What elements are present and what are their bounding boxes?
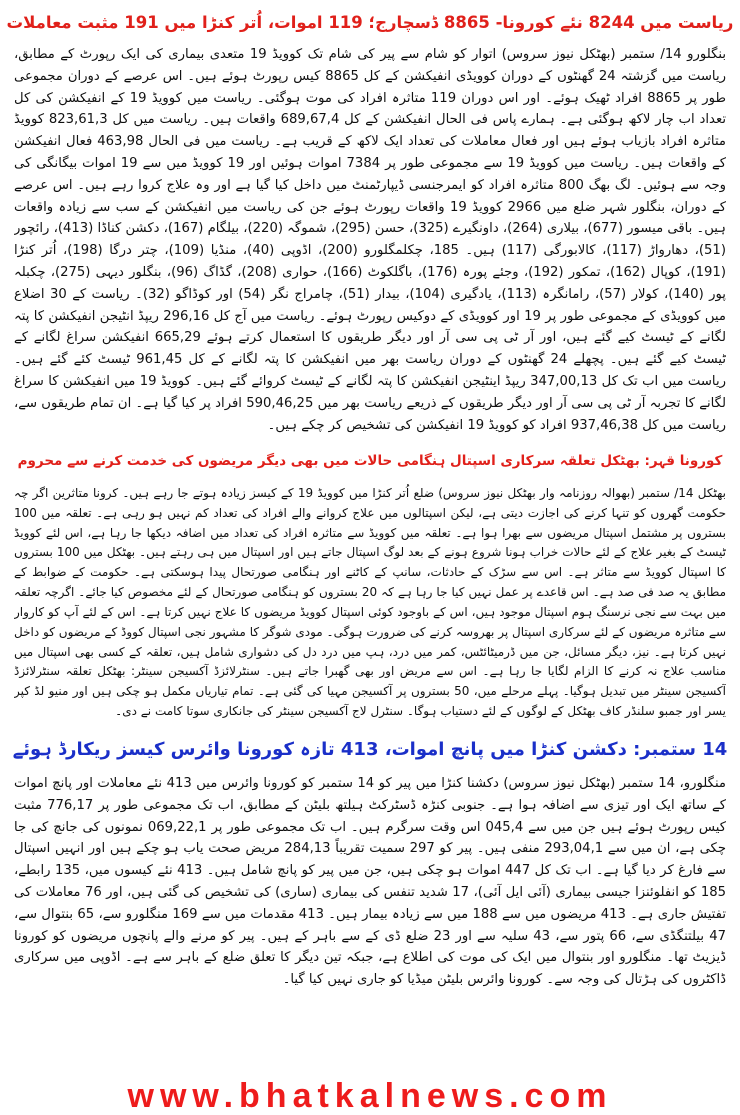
article-karnataka-covid: بنگلورو 14/ ستمبر (بھٹکل نیوز سروس) اتوار کو شام سے پیر کی شام تک کوویڈ 19 متعدی بیماری کی ایک رپورٹ کے مطابق، ریاست میں گزشتہ 24 گھنٹوں کے دوران کوویڈی انفیکشن کے کل 8865 کیس رپورٹ ہوئے ہیں۔ اس عرصے کے دوران مجموعی طور پر 8865 افراد ٹھیک ہوئے۔ اور اس دوران 119 متاثرہ افراد کی موت ہوگئی۔ ریاست میں کوویڈ 19 کے انفیکشن کی کل تعداد اب چار لاکھ ہوگئی ہے۔ ہمارے پاس فی الحال انفیکشن کے کل 689,67,4 واقعات ہیں۔ ریاست میں کل 823,61,3 کوویڈ متاثرہ افراد بازیاب ہوئے ہیں اور فعال معاملات کی تعداد ایک لاکھ کے قریب ہے۔ ریاست میں فی الحال 463,98 فعال انفیکشن کے واقعات ہیں۔ ریاست میں کوویڈ 19 سے مجموعی طور پر 7384 اموات ہوئیں اور 19 کوویڈ میں سے 19 اموات بیگانگی کی وجہ سے ہوئیں۔ لگ بھگ 800 متاثرہ افراد کو ایمرجنسی ڈیپارٹمنٹ میں داخل کیا گیا ہے اور وہ علاج کروا رہے ہیں۔ اس عرصے کے دوران، بنگلور شہر ضلع میں 2966 کوویڈ 19 واقعات رپورٹ ہوئے جن کی ریاست میں انفیکشن کے سب سے زیادہ واقعات ہیں۔ باقی میسور (677)، بیلاری (264)، داونگیرے (325)، حسن (295)، شموگہ (220)، بیلگام (167)، دکشن کناڈا (413)، رائچور (51)، دھارواڑ (117)، کالابورگی (117) ہیں۔ 185، چکلمگلورو (200)، اڈوپی (40)، منڈیا (109)، چتر درگا (198)، اُتر کنڑا (191)، کوپال (162)، تمکور (192)، وجئے پورہ (176)، باگلکوٹ (166)، حواری (208)، گڈاگ (96)، بنگلور دیہی (275)، چکبلہ پور (140)، کولار (57)، رامانگرہ (113)، یادگیری (104)، بیدار (51)، چامراج نگر (54) اور کوڈاگو (32)۔ ریاست کے 30 اضلاع میں کوویڈی کے مجموعی طور پر 19 اور کوویڈی کے دوکیس رپورٹ ہوئے۔ ریاست میں آج کل 296,16 ریپڈ انٹیجن انفیکشن کا پتہ لگانے کے ٹیسٹ کیے گئے ہیں، اور آر ٹی پی سی آر اور دیگر طریقوں کا استعمال کرتے ہوئے 665,29 انفیکشن سراغ لگانے کے ٹیسٹ کیے گئے ہیں۔ پچھلے 24 گھنٹوں کے دوران ریاست بھر میں انفیکشن کا پتہ لگانے کے کل 961,45 ٹیسٹ کئے گئے ہیں۔ ریاست میں اب تک کل 347,00,13 ریپڈ اینٹیجن انفیکشن کا پتہ لگانے کے ٹیسٹ کروائے گئے ہیں۔ کوویڈ 19 میں انفیکشن کا سراغ لگانے کا تجربہ آر ٹی پی سی آر اور دیگر طریقوں کے ذریعے ریاست بھر میں 590,46,25 افراد پر کیا گیا ہے۔ ان تمام طریقوں سے، ریاست میں کل 937,46,38 افراد کو کوویڈ 19 انفیکشن کی تشخیص کر چکے ہیں۔: [14, 47, 726, 433]
site-url-footer: www.bhatkalnews.com: [127, 1077, 613, 1115]
second-headline: کورونا قہر: بھٹکل تعلقہ سرکاری اسپتال ہنگامی حالات میں بھی دیگر مریضوں کی خدمت کرنے سے محروم: [17, 453, 723, 469]
article-bhatkal-hospital: بھٹکل 14/ ستمبر (بھوالہ روزنامہ وار بھٹکل نیوز سروس) ضلع اُتر کنڑا میں کوویڈ 19 کے کیسز زیادہ ہوتے جا رہے ہیں۔ کرونا متاثرین اگر چہ حکومت گھروں کو تنہا کرنے کی اجازت دیتی ہے، لیکن اسپتالوں میں علاج کروانے والے افراد کی تعداد کم نہیں ہو رہی ہے۔ تعلقہ میں 100 بستروں پر مشتمل اسپتال مریضوں سے بھرا ہوا ہے۔ تعلقہ میں کوویڈ سے متاثرہ افراد کی تعداد میں اضافہ دیکھا جا رہا ہے، اس لئے کوویڈ ٹیسٹ کے بغیر علاج کے لئے حالات خراب ہونا شروع ہونے کے بعد لوگ اسپتال جاتے ہیں اور اسپتال میں ہی رہتے ہیں۔ بھٹکل میں 100 بستروں کا اسپتال کوویڈ سے متاثر ہے۔ اس سے سڑک کے حادثات، سانپ کے کاٹنے اور ہنگامی صورتحال پیدا ہوسکتی ہے۔ حکومت کے ضوابط کے مطابق یہ صد فی صد ہے۔ اس قاعدے پر عمل نہیں کیا جا رہا ہے کہ 20 بستروں کو ہنگامی صورتحال کے لئے مخصوص کیا جائے۔ اگرچہ تعلقہ میں بہت سے نجی نرسنگ ہوم اسپتال موجود ہیں، اس کے باوجود کوئی اسپتال کوویڈ مریضوں کا علاج نہیں کرتا ہے۔ اس کے لئے آپ کو کاروار سے متاثرہ مریضوں کے لئے سرکاری اسپتال پر بھروسہ کرنے کی ضرورت ہوگی۔ مودی شوگر کا مشہور نجی اسپتال کووڈ کے مریضوں کو داخل نہیں کرتا ہے۔ نیز، دیگر مسائل، جن میں ڈرمیٹائٹس، کمر میں درد، ہپ میں درد دل کی دشواری شامل ہیں، تعلقہ کے کسی بھی اسپتال میں مناسب علاج نہ کرنے کا الزام لگایا جا رہا ہے۔ اس سے مریض اور بھی گھبرا جاتے ہیں۔ سنٹرلائزڈ آکسیجن سینٹر: بھٹکل تعلقہ سنٹرلائزڈ آکسیجن سینٹر میں تبدیل ہوگیا۔ پہلے مرحلے میں، 50 بستروں پر آکسیجن مہیا کی گئی ہے۔ تمام تیاریاں مکمل ہو چکی ہیں اور منیو لڈ کپر یسر اور جمبو سلنڈر کاف بھٹکل کے لوگوں کے لئے دستیاب ہوگا۔ سنٹرل لاج آکسیجن سینٹر کی جانکاری سوتا کامت نے دی۔: [14, 486, 726, 718]
main-headline: ریاست میں 8244 نئے کورونا- 8865 ڈسچارج؛ 119 اموات، اُتر کنڑا میں 191 مثبت معاملات: [6, 13, 734, 32]
article-dakshina-kannada: منگلورو، 14 ستمبر (بھٹکل نیوز سروس) دکشنا کنڑا میں پیر کو 14 ستمبر کو کورونا وائرس میں 413 نئے معاملات اور پانچ اموات کے ساتھ ایک اور تیزی سے اضافہ ہوا ہے۔ جنوبی کنڑہ ڈسٹرکٹ ہیلتھ بلیٹن کے مطابق، اب تک مجموعی طور پر 776,17 مثبت کیس رپورٹ ہوئے ہیں جن میں سے 045,4 اس وقت سرگرم ہیں۔ اب تک مجموعی طور پر 069,22,1 نمونوں کی جانچ کی جا چکی ہے، ان میں سے 293,04,1 منفی ہیں۔ پیر کو 297 سمیت تقریباً 284,13 مریض صحت یاب ہو چکے ہیں اور انہیں اسپتال سے فارغ کر دیا گیا ہے۔ اب تک کل 447 اموات ہو چکی ہیں، جن میں پیر کو پانچ شامل ہیں۔ 413 نئے کیسوں میں، 135 رابطے، 185 کو انفلوئنزا جیسی بیماری (آئی ایل آئی)، 17 شدید تنفس کی بیماری (ساری) کی تشخیص کی گئی ہیں، اور 76 معاملات کی تفتیش جاری ہے۔ 413 مریضوں میں سے 188 میں سے زیادہ بیمار ہیں۔ 413 مقدمات میں سے 169 منگلورو سے، 65 بنتوال سے، 47 بیلتنگڈی سے، 66 پتور سے، 43 سلیہ سے اور 23 ضلع ڈی کے سے باہر کے ہیں۔ پیر کو مرنے والے پانچوں مریضوں کو کورونا ڈیزیٹ تھا۔ منگلورو اور بنتوال میں ایک کی موت کی اطلاع ہے، جبکہ تین دیگر کا تعلق ضلع کے باہر سے ہے۔ اڈوپی میں سرکاری ڈاکٹروں کی ہڑتال کی وجہ سے۔ کورونا وائرس بلیٹن میڈیا کو جاری نہیں کیا گیا۔: [14, 776, 726, 988]
third-headline: 14 ستمبر: دکشن کنڑا میں پانچ اموات، 413 تازہ کورونا وائرس کیسز ریکارڈ ہوئے: [12, 739, 728, 760]
